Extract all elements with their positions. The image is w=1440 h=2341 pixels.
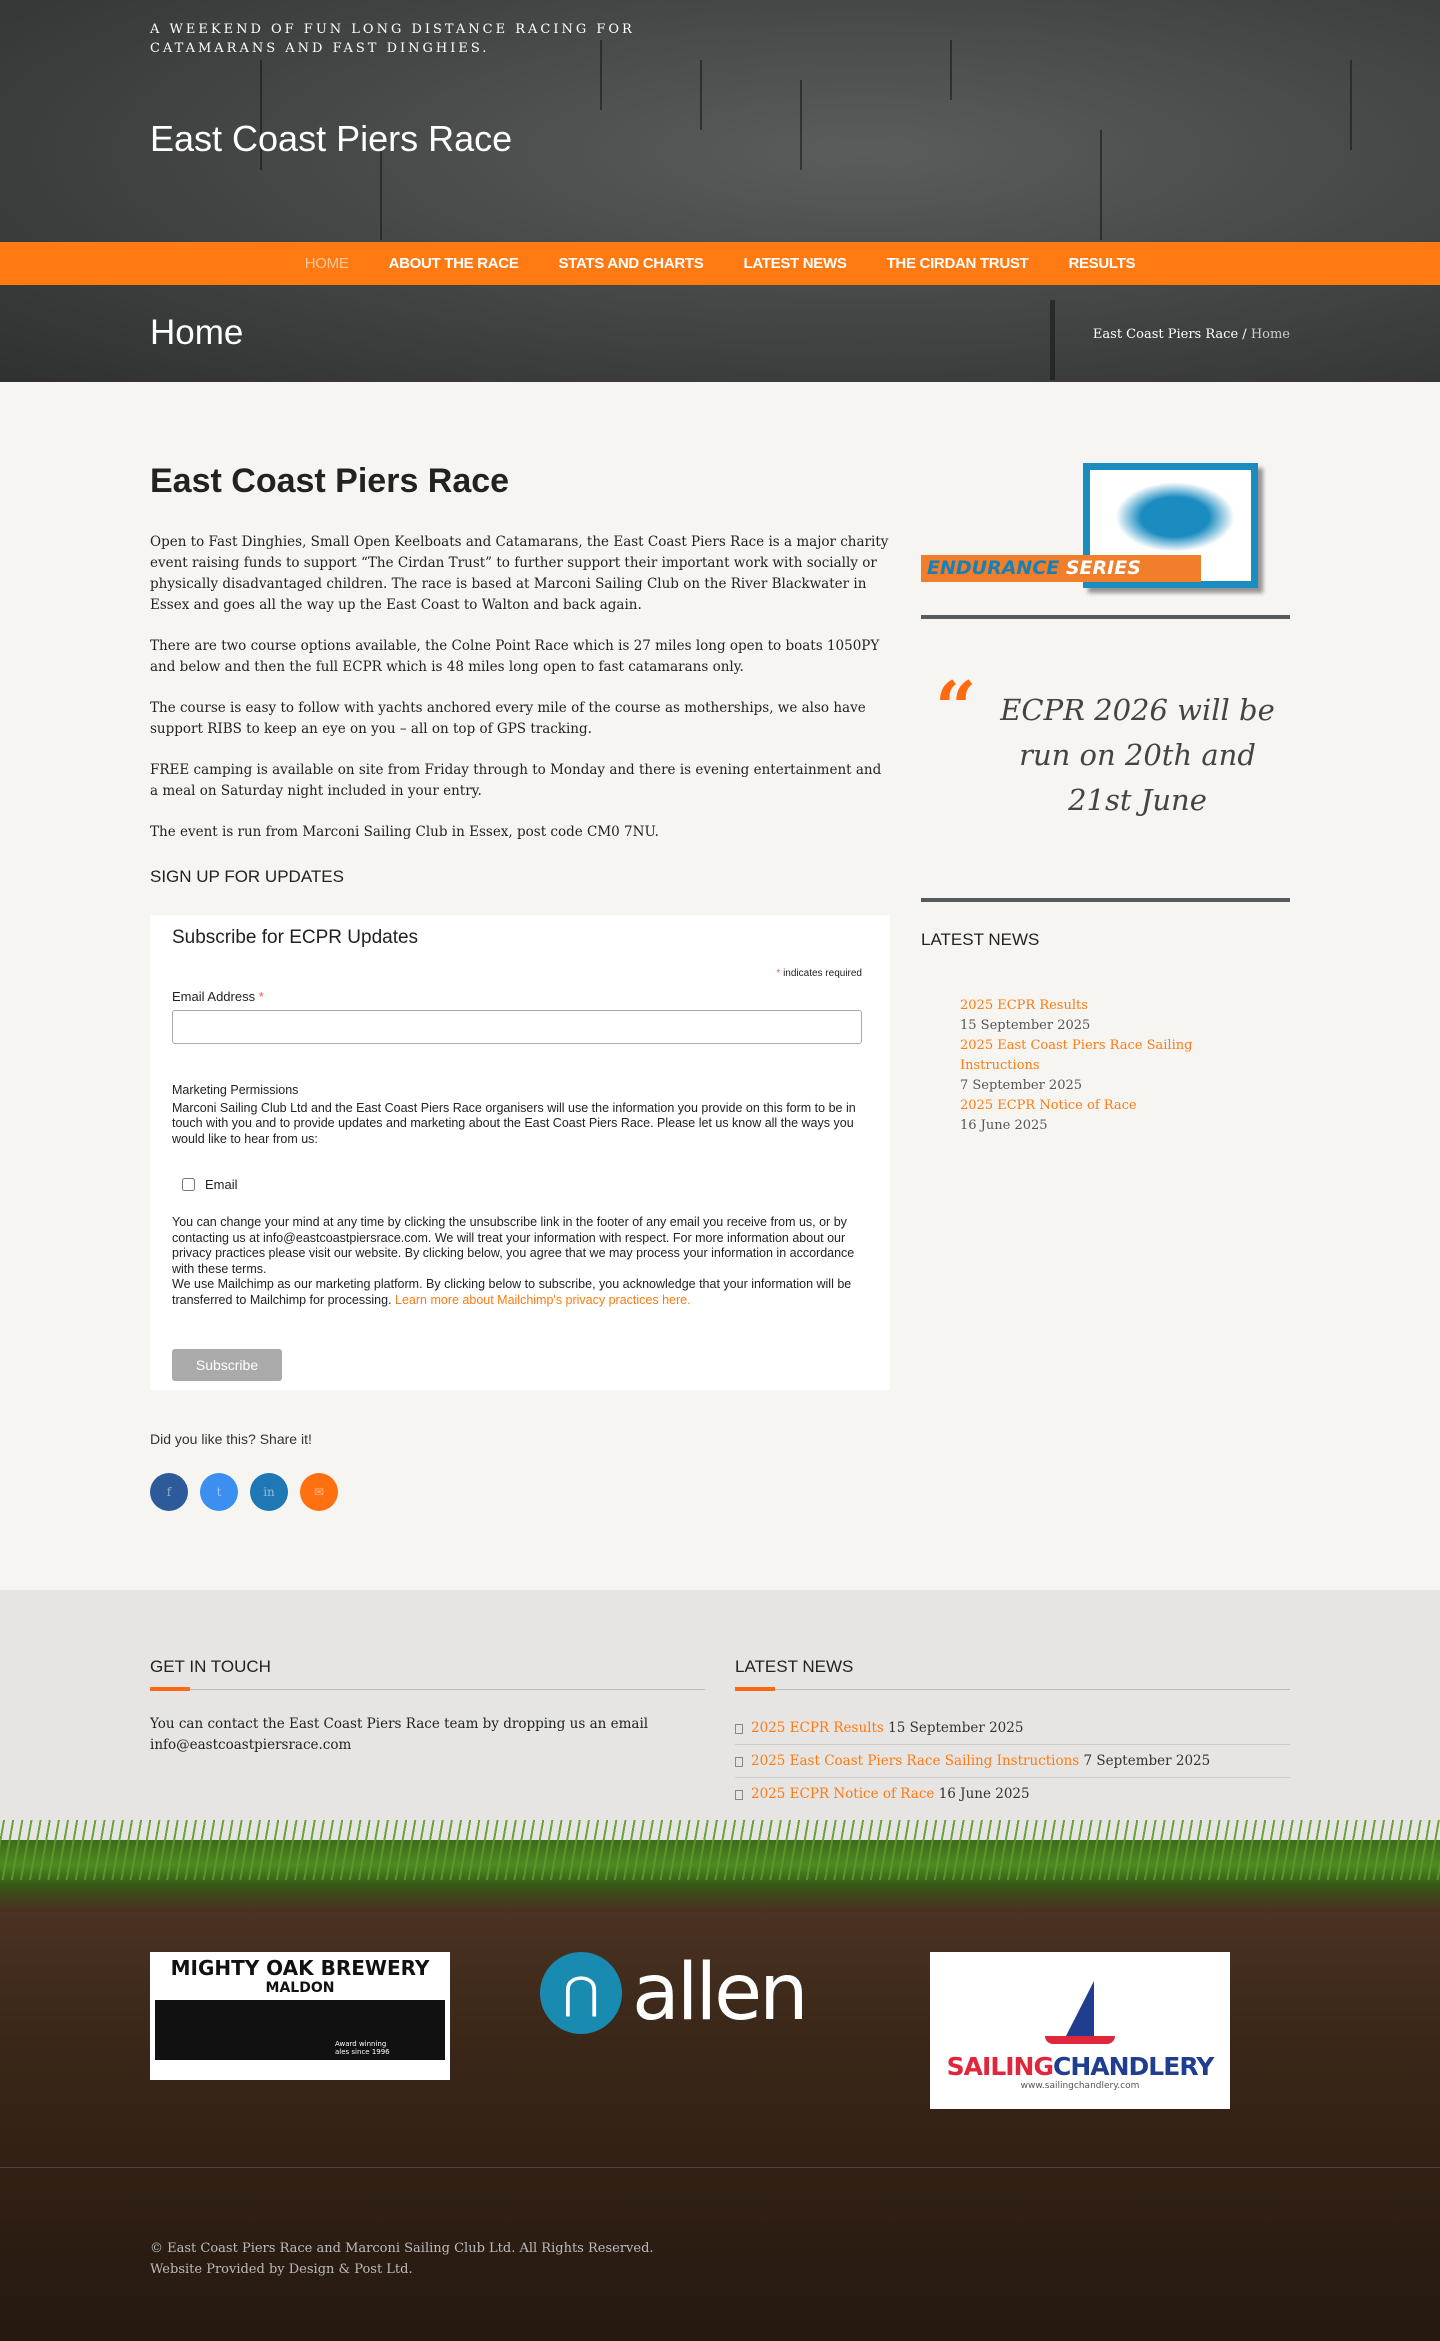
boat-mast	[380, 150, 382, 240]
endurance-series-logo[interactable]	[921, 463, 1261, 595]
paragraph: There are two course options available, the Colne Point Race which is 27 miles long open to boats 1050PY and below and then the full ECPR which is 48 miles long open to fast catamarans only.	[150, 638, 880, 675]
share-prompt: Did you like this? Share it!	[150, 1431, 312, 1447]
divider	[921, 615, 1290, 619]
news-link[interactable]: 2025 ECPR Notice of Race	[960, 1098, 1137, 1113]
required-star: *	[776, 968, 781, 979]
allen-wordmark: allen	[632, 1948, 806, 2038]
email-label-text: Email Address	[172, 989, 256, 1004]
event-date-quote: ECPR 2026 will be run on 20th and 21st June	[1000, 693, 1275, 817]
nav-cirdan-trust[interactable]: THE CIRDAN TRUST	[886, 255, 1029, 272]
heading-underline	[735, 1689, 1290, 1690]
sidebar-news-list	[960, 996, 1260, 1136]
footer-news-heading: LATEST NEWS	[735, 1657, 854, 1676]
paragraph: Open to Fast Dinghies, Small Open Keelboats and Catamarans, the East Coast Piers Race is a major charity event raising funds to support “The Cirdan Trust” to further support their important work with socially or physically disadvantaged children. The race is based at Marconi Sailing Club on the River Blackwater in Essex and goes all the way up the East Coast to Walton and back again.	[150, 534, 889, 613]
town-silhouette	[155, 2000, 445, 2060]
main-heading: East Coast Piers Race	[150, 462, 510, 500]
sailing-chandlery-logo[interactable]	[930, 1952, 1230, 2109]
contact-text	[150, 1714, 670, 1756]
document-icon	[735, 1790, 743, 1800]
document-icon	[735, 1724, 743, 1734]
email-permission-checkbox[interactable]	[182, 1178, 195, 1191]
site-tagline: A WEEKEND OF FUN LONG DISTANCE RACING FOR CATAMARANS AND FAST DINGHIES.	[150, 22, 635, 56]
breadcrumb-home-link[interactable]: East Coast Piers Race	[1092, 327, 1239, 342]
terms-text	[172, 1215, 862, 1308]
grass-decoration	[0, 1820, 1440, 1880]
email-share-button[interactable]	[300, 1473, 338, 1511]
document-icon	[735, 1757, 743, 1767]
news-link[interactable]: 2025 East Coast Piers Race Sailing Instructions	[960, 1038, 1193, 1073]
contact-email[interactable]: info@eastcoastpiersrace.com	[150, 1737, 352, 1753]
news-link[interactable]: 2025 ECPR Results	[960, 998, 1088, 1013]
page-title: Home	[150, 313, 244, 352]
logo-word-series: SERIES	[1065, 557, 1141, 579]
sailor-graphic	[1115, 482, 1235, 552]
allen-logo[interactable]	[540, 1948, 806, 2038]
email-icon: ✉	[313, 1485, 325, 1499]
signup-heading: SIGN UP FOR UPDATES	[150, 867, 344, 886]
hull-icon	[1045, 2036, 1115, 2044]
mighty-oak-brewery-logo[interactable]	[150, 1952, 450, 2080]
email-permission-option[interactable]	[182, 1177, 238, 1192]
brewery-town: MALDON	[265, 1980, 335, 1996]
chandlery-url: www.sailingchandlery.com	[1020, 2080, 1140, 2091]
subscribe-form	[150, 915, 890, 1390]
news-link[interactable]: 2025 East Coast Piers Race Sailing Instructions	[751, 1753, 1080, 1769]
provided-by-link[interactable]: Website Provided by Design & Post Ltd.	[150, 2262, 413, 2277]
quote-icon: “	[935, 665, 977, 750]
linkedin-share-button[interactable]	[250, 1473, 288, 1511]
site-title[interactable]: East Coast Piers Race	[150, 118, 513, 159]
main-nav	[0, 242, 1440, 285]
required-note-text: indicates required	[783, 968, 862, 979]
copyright	[150, 2238, 654, 2280]
intro-text	[150, 532, 890, 863]
news-date: 7 September 2025	[1083, 1753, 1211, 1769]
divider	[921, 898, 1290, 902]
breadcrumb-current: Home	[1250, 327, 1290, 342]
marketing-permissions-text: Marconi Sailing Club Ltd and the East Coast Piers Race organisers will use the information you provide on this form to be in touch with you and to provide updates and marketing about the East Coast Piers Race. Please let us know all the ways you would like to hear from us:	[172, 1100, 856, 1146]
linkedin-icon: in	[263, 1485, 275, 1499]
paragraph: FREE camping is available on site from Friday through to Monday and there is evening entertainment and a meal on Saturday night included in your entry.	[150, 762, 882, 799]
logo-word-endurance: ENDURANCE	[927, 557, 1060, 579]
news-link[interactable]: 2025 ECPR Notice of Race	[751, 1786, 935, 1802]
news-link[interactable]: 2025 ECPR Results	[751, 1720, 884, 1736]
list-item	[735, 1712, 1290, 1745]
news-date: 7 September 2025	[960, 1078, 1083, 1093]
email-field[interactable]	[172, 1010, 862, 1044]
list-item	[735, 1778, 1290, 1810]
chandlery-word-sailing: SAILING	[946, 2051, 1054, 2081]
paragraph: The event is run from Marconi Sailing Club in Essex, post code CM0 7NU.	[150, 824, 659, 840]
marketing-permissions	[172, 1083, 862, 1147]
footer-news-list	[735, 1712, 1290, 1810]
marketing-permissions-title: Marketing Permissions	[172, 1083, 299, 1097]
unsubscribe-terms: You can change your mind at any time by clicking the unsubscribe link in the footer of any email you receive from us, or by contacting us at info@eastcoastpiersrace.com. We will treat your information with respect. For more information about our privacy practices please visit our website. By clicking below, you agree that we may process your information in accordance with these terms.	[172, 1215, 855, 1276]
boat-mast	[1050, 300, 1055, 380]
list-item	[735, 1745, 1290, 1778]
boat-mast	[800, 80, 802, 170]
heading-underline	[150, 1689, 705, 1690]
news-date: 16 June 2025	[938, 1786, 1030, 1802]
breadcrumb	[1093, 327, 1290, 342]
required-star: *	[258, 989, 264, 1004]
nav-about-the-race[interactable]: ABOUT THE RACE	[388, 255, 519, 272]
footer-divider	[0, 2167, 1440, 2168]
copyright-text: © East Coast Piers Race and Marconi Sailing Club Ltd. All Rights Reserved.	[150, 2241, 654, 2256]
facebook-icon: f	[166, 1485, 172, 1499]
checkbox-label: Email	[205, 1177, 238, 1192]
nav-latest-news[interactable]: LATEST NEWS	[743, 255, 847, 272]
subscribe-button[interactable]: Subscribe	[172, 1349, 282, 1381]
nav-home[interactable]: HOME	[285, 255, 369, 272]
mailchimp-privacy-link[interactable]: Learn more about Mailchimp's privacy practices here.	[395, 1292, 691, 1307]
paragraph: The course is easy to follow with yachts anchored every mile of the course as motherships, we also have support RIBS to keep an eye on you – all on top of GPS tracking.	[150, 700, 866, 737]
sidebar-latest-news-heading: LATEST NEWS	[921, 930, 1040, 949]
required-note	[776, 968, 862, 979]
contact-heading: GET IN TOUCH	[150, 1657, 271, 1676]
boat-mast	[1100, 130, 1102, 240]
sail-icon	[1066, 1981, 1094, 2036]
nav-results[interactable]: RESULTS	[1068, 255, 1136, 272]
nav-stats-and-charts[interactable]: STATS AND CHARTS	[558, 255, 704, 272]
news-date: 15 September 2025	[888, 1720, 1024, 1736]
brewery-slogan: Award winning ales since 1996	[335, 2040, 390, 2056]
contact-description: You can contact the East Coast Piers Race team by dropping us an email	[150, 1716, 649, 1732]
news-date: 15 September 2025	[960, 1018, 1091, 1033]
facebook-share-button[interactable]	[150, 1473, 188, 1511]
heading-accent	[735, 1687, 775, 1691]
breadcrumb-separator: /	[1238, 327, 1251, 342]
heading-accent	[150, 1687, 190, 1691]
boat-mast	[950, 40, 952, 100]
mailchimp-notice: We use Mailchimp as our marketing platform. By clicking below to subscribe, you acknowledge that your information will be transferred to Mailchimp for processing.	[172, 1277, 852, 1307]
twitter-icon: t	[216, 1485, 222, 1499]
twitter-share-button[interactable]	[200, 1473, 238, 1511]
boat-mast	[700, 60, 702, 130]
form-title: Subscribe for ECPR Updates	[172, 927, 419, 948]
brewery-name: MIGHTY OAK BREWERY	[170, 1956, 430, 1980]
chandlery-word-chandlery: CHANDLERY	[1053, 2051, 1214, 2081]
logo-banner	[921, 555, 1201, 582]
allen-logo-mark: ⋂	[540, 1952, 622, 2034]
boat-mast	[1350, 60, 1352, 150]
news-date: 16 June 2025	[960, 1118, 1048, 1133]
email-label	[172, 989, 264, 1004]
